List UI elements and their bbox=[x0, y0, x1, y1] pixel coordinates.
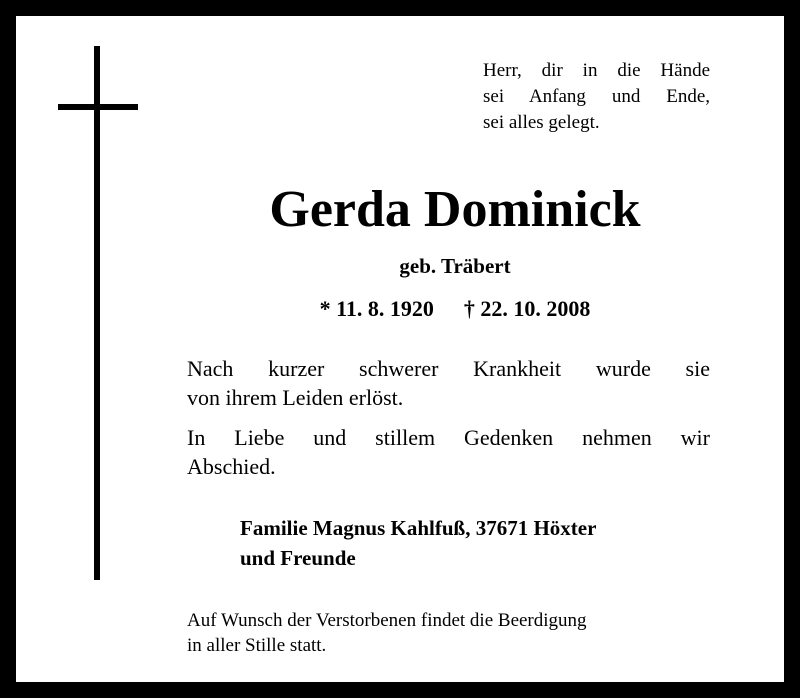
life-dates bbox=[160, 294, 750, 324]
mourners-line: und Freunde bbox=[240, 546, 356, 570]
maiden-name: geb. Träbert bbox=[399, 254, 511, 278]
cross-icon bbox=[58, 46, 138, 580]
mourners-line: Familie Magnus Kahlfuß, 37671 Höxter bbox=[240, 516, 597, 540]
paragraph-line: In Liebe und stillem Gedenken nehmen wir bbox=[187, 425, 710, 450]
verse-line: sei Anfang und Ende, bbox=[483, 86, 710, 107]
death-date: † 22. 10. 2008 bbox=[463, 296, 591, 321]
verse-line: sei alles gelegt. bbox=[483, 112, 600, 133]
birth-date: * 11. 8. 1920 bbox=[319, 296, 434, 321]
deceased-name: Gerda Dominick bbox=[269, 181, 641, 238]
note-line: Auf Wunsch der Verstorbenen findet die Beerdigung bbox=[187, 610, 587, 631]
cross-vertical-bar bbox=[94, 46, 100, 580]
cross-horizontal-bar bbox=[58, 104, 138, 110]
bible-verse bbox=[483, 58, 723, 136]
farewell-paragraph bbox=[187, 423, 710, 481]
mourners-signature bbox=[240, 513, 720, 573]
funeral-note bbox=[187, 608, 717, 658]
paragraph-line: Abschied. bbox=[187, 454, 276, 479]
note-line: in aller Stille statt. bbox=[187, 635, 327, 656]
announcement-paragraph bbox=[187, 354, 710, 412]
paragraph-line: von ihrem Leiden erlöst. bbox=[187, 385, 404, 410]
paragraph-line: Nach kurzer schwerer Krankheit wurde sie bbox=[187, 356, 710, 381]
verse-line: Herr, dir in die Hände bbox=[483, 60, 710, 81]
